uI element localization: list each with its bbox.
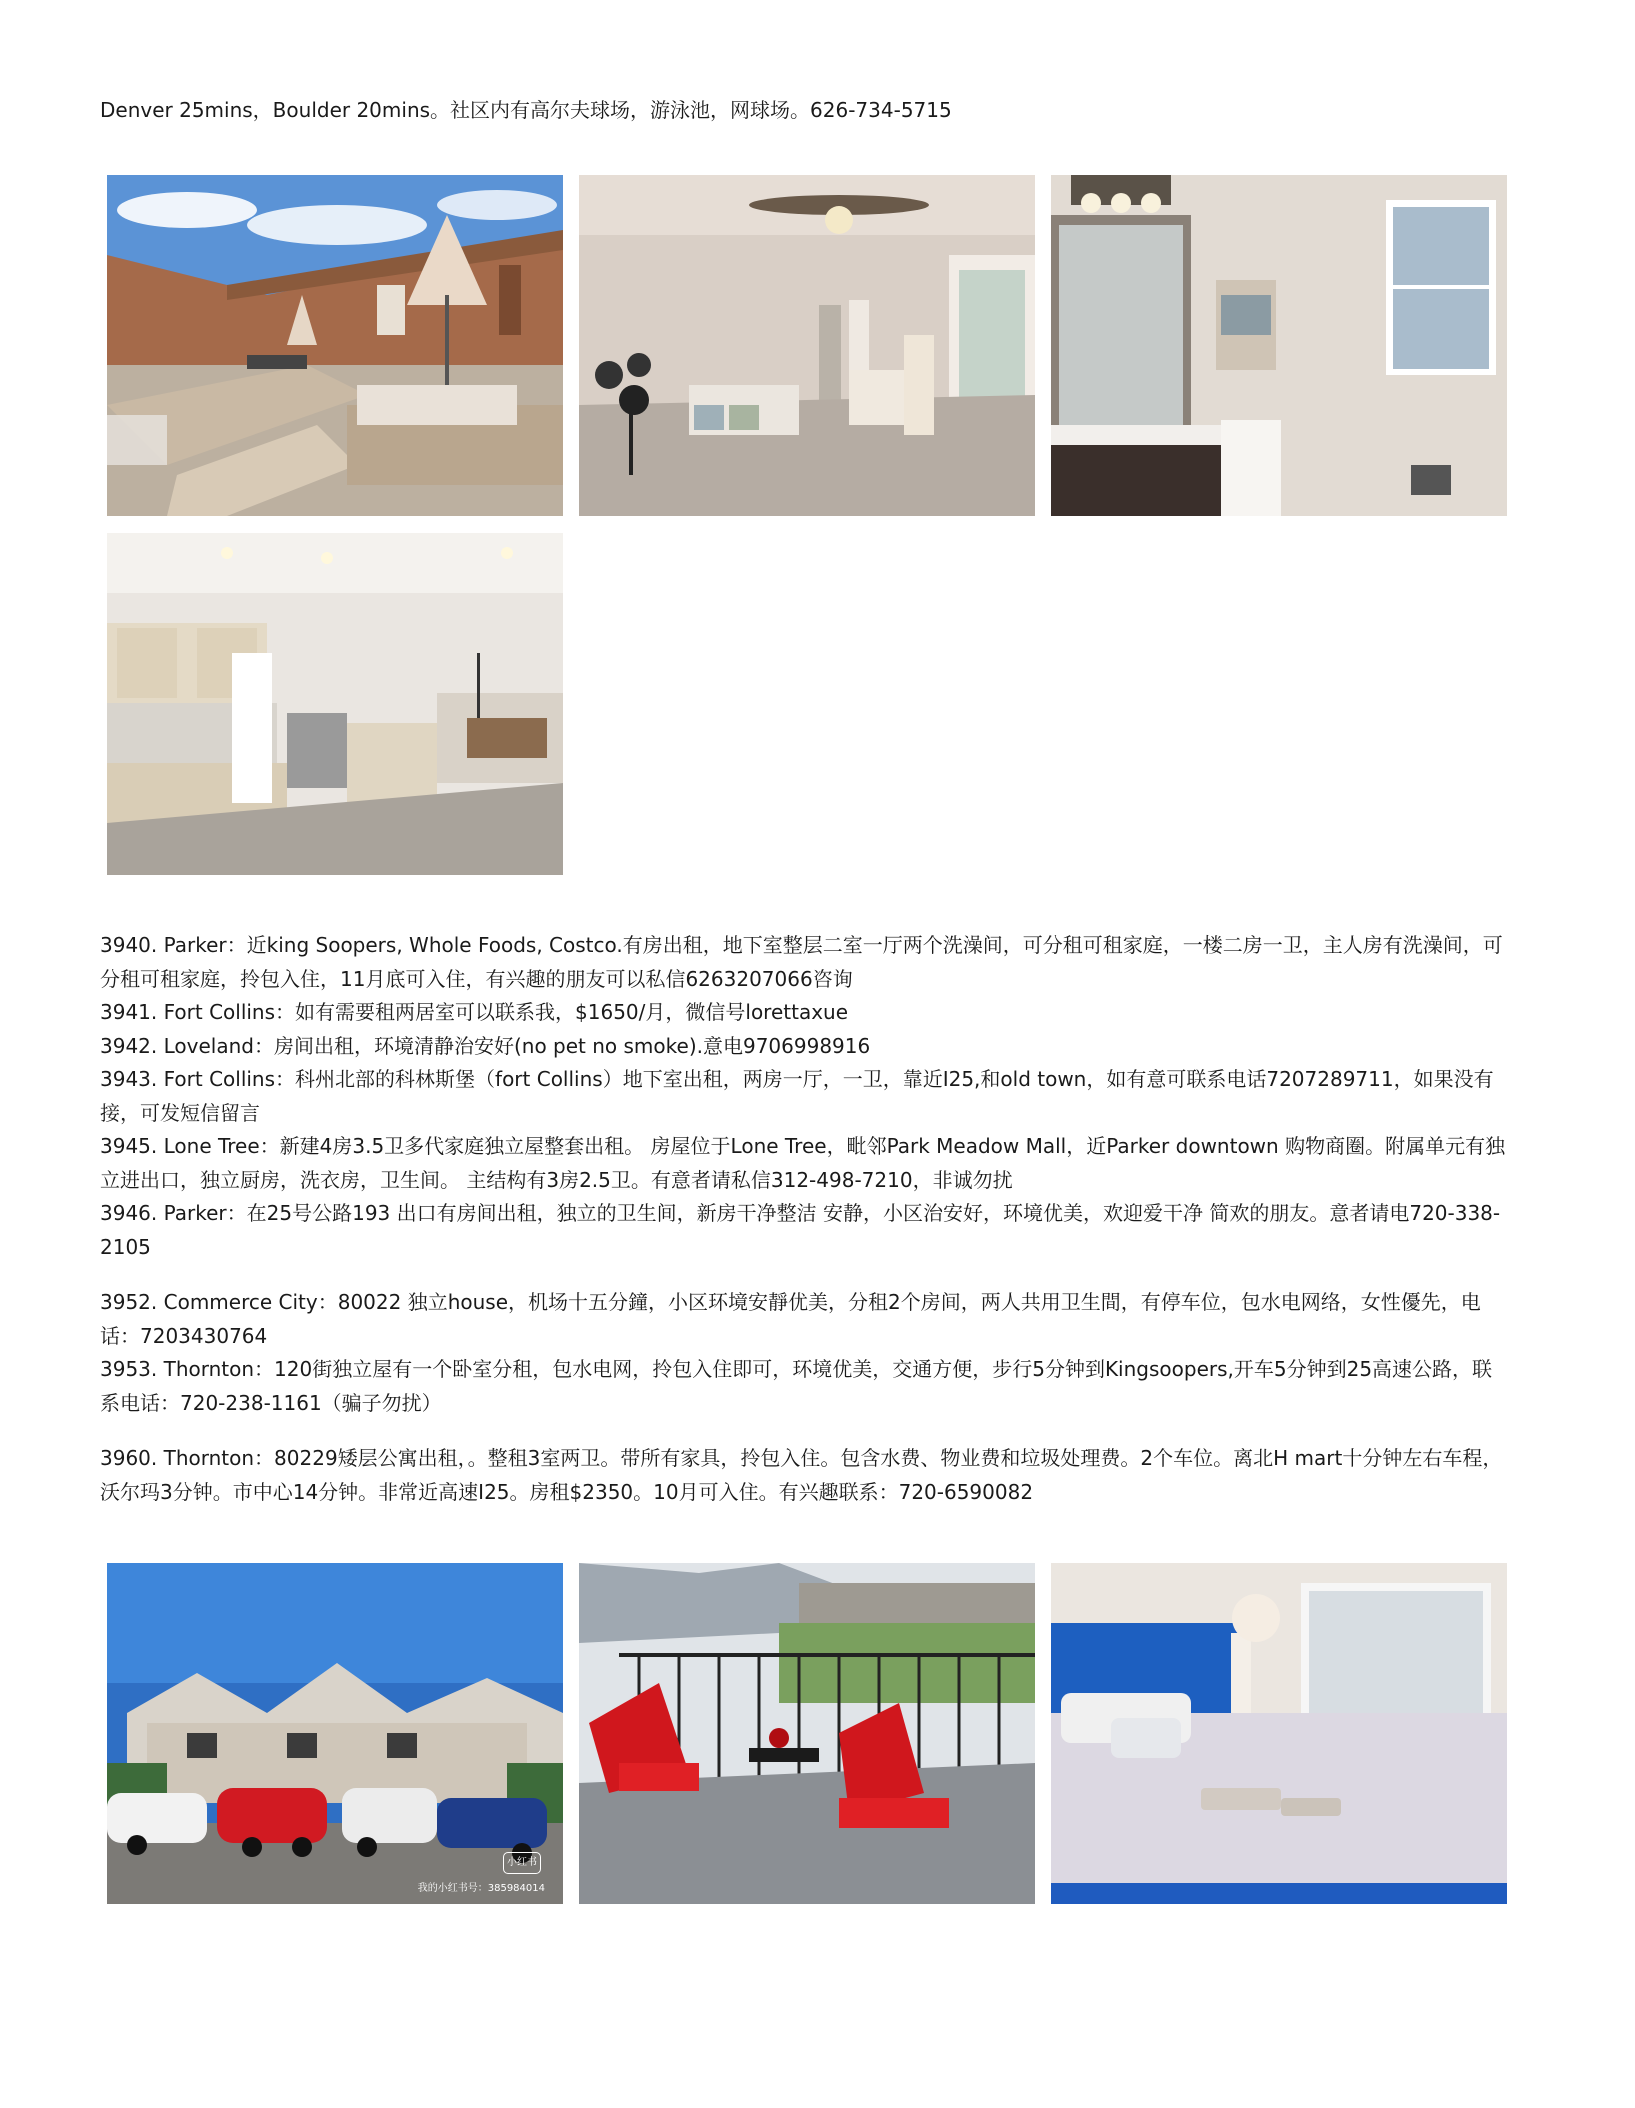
bedroom-photo	[579, 175, 1035, 516]
listing-3952: 3952. Commerce City：80022 独立house，机场十五分鐘，小区环境安靜优美，分租2个房间，两人共用卫生間，有停车位，包水电网络，女性優先，电话：7203430764	[100, 1290, 1481, 1348]
apartment-exterior-photo	[107, 1563, 563, 1904]
balcony-photo	[579, 1563, 1035, 1904]
watermark-logo: 小红书	[503, 1852, 541, 1874]
listing-3943: 3943. Fort Collins：科州北部的科林斯堡（fort Collins）地下室出租，两房一厅，一卫，靠近I25,和old town，如有意可联系电话7207289711，如果没有接，可发短信留言	[100, 1067, 1494, 1125]
kitchen-photo	[107, 533, 563, 875]
listing-3942: 3942. Loveland：房间出租，环境清静治安好(no pet no smoke).意电9706998916	[100, 1033, 871, 1058]
listing-3960: 3960. Thornton：80229矮层公寓出租，。整租3室两卫。带所有家具，拎包入住。包含水费、物业费和垃圾处理费。2个车位。离北H mart十分钟左右车程，沃尔玛3分钟。市中心14分钟。非常近高速I25。房租$2350。10月可入住。有兴趣联系：720-6590082	[100, 1446, 1503, 1504]
bedroom-bed-photo	[1051, 1563, 1507, 1904]
listing-3940: 3940. Parker：近king Soopers, Whole Foods, Costco.有房出租，地下室整层二室一厅两个洗澡间，可分租可租家庭，一楼二房一卫，主人房有洗澡间，可分租可租家庭，拎包入住，11月底可入住，有兴趣的朋友可以私信6263207066咨询	[100, 933, 1503, 991]
listing-3953: 3953. Thornton：120街独立屋有一个卧室分租，包水电网，拎包入住即可，环境优美，交通方便，步行5分钟到Kingsoopers,开车5分钟到25高速公路，联系电话：720-238-1161（骗子勿扰）	[100, 1357, 1493, 1415]
intro-line: Denver 25mins，Boulder 20mins。社区内有高尔夫球场，游泳池，网球场。626-734-5715	[100, 98, 952, 122]
listings-block-1	[100, 929, 1512, 1509]
listing-3946: 3946. Parker：在25号公路193 出口有房间出租，独立的卫生间，新房干净整洁 安静，小区治安好，环境优美，欢迎爱干净 简欢的朋友。意者请电720-338-2105	[100, 1201, 1501, 1259]
listing-3945: 3945. Lone Tree：新建4房3.5卫多代家庭独立屋整套出租。 房屋位于Lone Tree，毗邻Park Meadow Mall，近Parker downtown 购物商圈。附属单元有独立进出口，独立厨房，洗衣房，卫生间。 主结构有3房2.5卫。有意者请私信312-498-7210，非诚勿扰	[100, 1134, 1506, 1192]
patio-photo	[107, 175, 563, 516]
listing-3941: 3941. Fort Collins：如有需要租两居室可以联系我，$1650/月，微信号lorettaxue	[100, 1000, 849, 1024]
watermark-text: 我的小红书号：385984014	[417, 1883, 545, 1894]
bathroom-photo	[1051, 175, 1507, 516]
